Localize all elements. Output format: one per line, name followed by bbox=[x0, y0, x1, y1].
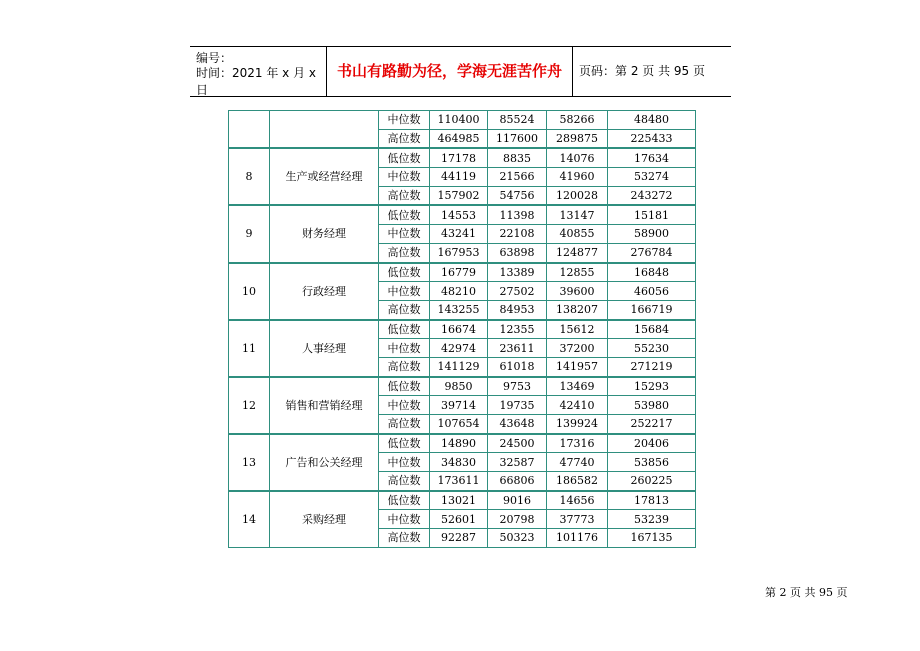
value-cell: 101176 bbox=[547, 529, 608, 548]
table-row bbox=[229, 491, 696, 510]
value-cell: 276784 bbox=[608, 243, 696, 262]
value-cell: 85524 bbox=[488, 111, 547, 130]
value-cell: 107654 bbox=[430, 415, 488, 434]
value-cell: 50323 bbox=[488, 529, 547, 548]
date-label: 时间：2021 年 x 月 x 日 bbox=[196, 66, 317, 97]
value-cell: 13469 bbox=[547, 377, 608, 396]
value-cell: 15684 bbox=[608, 320, 696, 339]
group-title: 销售和营销经理 bbox=[270, 377, 379, 434]
level-cell: 高位数 bbox=[379, 472, 430, 491]
level-cell: 中位数 bbox=[379, 396, 430, 415]
value-cell: 20798 bbox=[488, 510, 547, 529]
value-cell: 44119 bbox=[430, 168, 488, 187]
value-cell: 16848 bbox=[608, 263, 696, 282]
group-title: 采购经理 bbox=[270, 491, 379, 548]
group-title bbox=[270, 111, 379, 149]
value-cell: 14656 bbox=[547, 491, 608, 510]
value-cell: 13147 bbox=[547, 205, 608, 224]
value-cell: 120028 bbox=[547, 186, 608, 205]
level-cell: 中位数 bbox=[379, 111, 430, 130]
group-number: 10 bbox=[229, 263, 270, 320]
value-cell: 37773 bbox=[547, 510, 608, 529]
value-cell: 19735 bbox=[488, 396, 547, 415]
value-cell: 37200 bbox=[547, 339, 608, 358]
value-cell: 21566 bbox=[488, 168, 547, 187]
value-cell: 48480 bbox=[608, 111, 696, 130]
value-cell: 32587 bbox=[488, 453, 547, 472]
table-row bbox=[229, 320, 696, 339]
level-cell: 低位数 bbox=[379, 148, 430, 167]
value-cell: 225433 bbox=[608, 129, 696, 148]
group-title: 人事经理 bbox=[270, 320, 379, 377]
value-cell: 9753 bbox=[488, 377, 547, 396]
value-cell: 260225 bbox=[608, 472, 696, 491]
value-cell: 13021 bbox=[430, 491, 488, 510]
value-cell: 16779 bbox=[430, 263, 488, 282]
value-cell: 92287 bbox=[430, 529, 488, 548]
group-number bbox=[229, 111, 270, 149]
table-row bbox=[229, 148, 696, 167]
value-cell: 66806 bbox=[488, 472, 547, 491]
level-cell: 高位数 bbox=[379, 243, 430, 262]
value-cell: 53856 bbox=[608, 453, 696, 472]
value-cell: 271219 bbox=[608, 357, 696, 376]
value-cell: 167953 bbox=[430, 243, 488, 262]
value-cell: 58266 bbox=[547, 111, 608, 130]
level-cell: 高位数 bbox=[379, 186, 430, 205]
value-cell: 52601 bbox=[430, 510, 488, 529]
level-cell: 中位数 bbox=[379, 282, 430, 301]
value-cell: 13389 bbox=[488, 263, 547, 282]
salary-table-body bbox=[229, 111, 696, 548]
level-cell: 中位数 bbox=[379, 453, 430, 472]
value-cell: 41960 bbox=[547, 168, 608, 187]
value-cell: 15612 bbox=[547, 320, 608, 339]
level-cell: 低位数 bbox=[379, 263, 430, 282]
value-cell: 42410 bbox=[547, 396, 608, 415]
value-cell: 14553 bbox=[430, 205, 488, 224]
level-cell: 中位数 bbox=[379, 225, 430, 244]
value-cell: 39714 bbox=[430, 396, 488, 415]
value-cell: 9850 bbox=[430, 377, 488, 396]
value-cell: 12855 bbox=[547, 263, 608, 282]
level-cell: 高位数 bbox=[379, 300, 430, 319]
value-cell: 17178 bbox=[430, 148, 488, 167]
value-cell: 43241 bbox=[430, 225, 488, 244]
value-cell: 141957 bbox=[547, 357, 608, 376]
value-cell: 15181 bbox=[608, 205, 696, 224]
value-cell: 39600 bbox=[547, 282, 608, 301]
value-cell: 157902 bbox=[430, 186, 488, 205]
value-cell: 42974 bbox=[430, 339, 488, 358]
group-number: 11 bbox=[229, 320, 270, 377]
value-cell: 53239 bbox=[608, 510, 696, 529]
value-cell: 15293 bbox=[608, 377, 696, 396]
value-cell: 143255 bbox=[430, 300, 488, 319]
value-cell: 61018 bbox=[488, 357, 547, 376]
value-cell: 166719 bbox=[608, 300, 696, 319]
value-cell: 53274 bbox=[608, 168, 696, 187]
value-cell: 243272 bbox=[608, 186, 696, 205]
group-number: 13 bbox=[229, 434, 270, 491]
value-cell: 9016 bbox=[488, 491, 547, 510]
value-cell: 173611 bbox=[430, 472, 488, 491]
value-cell: 22108 bbox=[488, 225, 547, 244]
header-motto: 书山有路勤为径，学海无涯苦作舟 bbox=[327, 47, 573, 96]
table-row bbox=[229, 205, 696, 224]
value-cell: 14076 bbox=[547, 148, 608, 167]
level-cell: 中位数 bbox=[379, 339, 430, 358]
group-title: 行政经理 bbox=[270, 263, 379, 320]
value-cell: 58900 bbox=[608, 225, 696, 244]
table-row bbox=[229, 263, 696, 282]
level-cell: 高位数 bbox=[379, 415, 430, 434]
value-cell: 63898 bbox=[488, 243, 547, 262]
value-cell: 27502 bbox=[488, 282, 547, 301]
level-cell: 低位数 bbox=[379, 320, 430, 339]
level-cell: 低位数 bbox=[379, 377, 430, 396]
value-cell: 8835 bbox=[488, 148, 547, 167]
group-title: 财务经理 bbox=[270, 205, 379, 262]
table-row bbox=[229, 111, 696, 130]
level-cell: 低位数 bbox=[379, 491, 430, 510]
level-cell: 高位数 bbox=[379, 129, 430, 148]
header-page-label: 页码：第 2 页 共 95 页 bbox=[579, 64, 705, 78]
value-cell: 186582 bbox=[547, 472, 608, 491]
level-cell: 高位数 bbox=[379, 529, 430, 548]
value-cell: 16674 bbox=[430, 320, 488, 339]
value-cell: 84953 bbox=[488, 300, 547, 319]
table-row bbox=[229, 434, 696, 453]
value-cell: 48210 bbox=[430, 282, 488, 301]
serial-label: 编号： bbox=[196, 51, 233, 65]
value-cell: 43648 bbox=[488, 415, 547, 434]
value-cell: 12355 bbox=[488, 320, 547, 339]
value-cell: 289875 bbox=[547, 129, 608, 148]
page-header bbox=[190, 46, 731, 97]
salary-table bbox=[228, 110, 696, 548]
value-cell: 17634 bbox=[608, 148, 696, 167]
group-title: 广告和公关经理 bbox=[270, 434, 379, 491]
value-cell: 46056 bbox=[608, 282, 696, 301]
value-cell: 141129 bbox=[430, 357, 488, 376]
value-cell: 139924 bbox=[547, 415, 608, 434]
value-cell: 34830 bbox=[430, 453, 488, 472]
value-cell: 124877 bbox=[547, 243, 608, 262]
group-number: 8 bbox=[229, 148, 270, 205]
value-cell: 138207 bbox=[547, 300, 608, 319]
group-number: 9 bbox=[229, 205, 270, 262]
group-title: 生产或经营经理 bbox=[270, 148, 379, 205]
group-number: 14 bbox=[229, 491, 270, 548]
value-cell: 252217 bbox=[608, 415, 696, 434]
value-cell: 53980 bbox=[608, 396, 696, 415]
level-cell: 中位数 bbox=[379, 168, 430, 187]
value-cell: 40855 bbox=[547, 225, 608, 244]
value-cell: 11398 bbox=[488, 205, 547, 224]
header-meta bbox=[190, 47, 327, 96]
table-row bbox=[229, 377, 696, 396]
level-cell: 低位数 bbox=[379, 434, 430, 453]
value-cell: 20406 bbox=[608, 434, 696, 453]
value-cell: 47740 bbox=[547, 453, 608, 472]
level-cell: 低位数 bbox=[379, 205, 430, 224]
value-cell: 14890 bbox=[430, 434, 488, 453]
value-cell: 55230 bbox=[608, 339, 696, 358]
value-cell: 23611 bbox=[488, 339, 547, 358]
value-cell: 117600 bbox=[488, 129, 547, 148]
value-cell: 54756 bbox=[488, 186, 547, 205]
value-cell: 24500 bbox=[488, 434, 547, 453]
value-cell: 17813 bbox=[608, 491, 696, 510]
value-cell: 464985 bbox=[430, 129, 488, 148]
value-cell: 167135 bbox=[608, 529, 696, 548]
value-cell: 110400 bbox=[430, 111, 488, 130]
level-cell: 中位数 bbox=[379, 510, 430, 529]
group-number: 12 bbox=[229, 377, 270, 434]
value-cell: 17316 bbox=[547, 434, 608, 453]
level-cell: 高位数 bbox=[379, 357, 430, 376]
page-footer: 第 2 页 共 95 页 bbox=[765, 586, 848, 599]
